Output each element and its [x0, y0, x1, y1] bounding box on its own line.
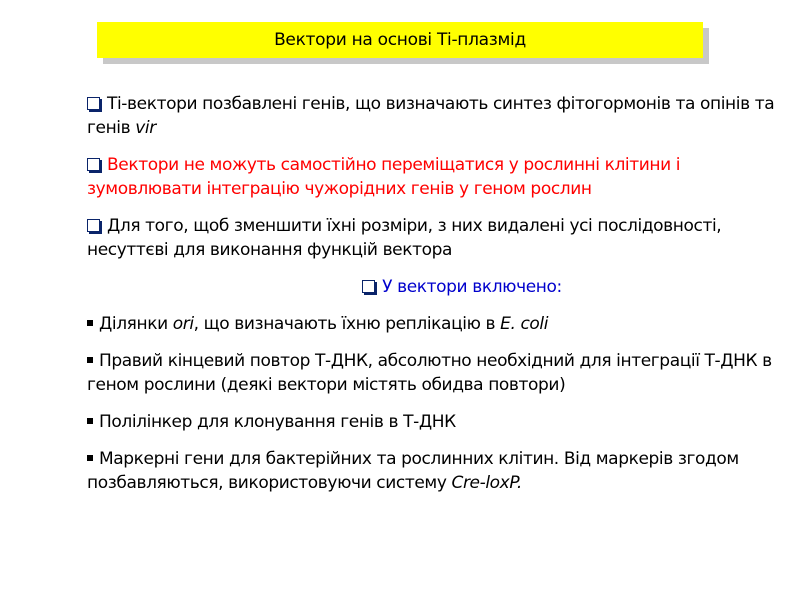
list-item: Ті-вектори позбавлені генів, що визначають синтез фітогормонів та опінів та генів vir — [87, 94, 775, 138]
list-subheading: У вектори включено: — [147, 275, 777, 299]
square-bullet-icon — [87, 455, 93, 461]
square-bullet-icon — [87, 418, 93, 424]
bullet-list — [87, 92, 777, 508]
list-item: Вектори не можуть самостійно переміщатися у рослинні клітини і зумовлювати інтеграцію чужорідних генів у геном рослин — [87, 155, 681, 199]
square-bullet-icon — [87, 357, 93, 363]
list-item: Ділянки ori, що визначають їхню реплікацію в E. coli — [87, 312, 777, 336]
list-item: Для того, щоб зменшити їхні розміри, з них видалені усі послідовності, несуттєві для виконання функцій вектора — [87, 216, 722, 260]
page-title: Вектори на основі Ті-плазмід — [274, 30, 526, 50]
title-banner — [97, 22, 703, 58]
checkbox-bullet-icon — [87, 158, 100, 171]
square-bullet-icon — [87, 320, 93, 326]
checkbox-bullet-icon — [87, 97, 100, 110]
checkbox-bullet-icon — [362, 280, 375, 293]
list-item: Маркерні гени для бактерійних та рослинних клітин. Від маркерів згодом позбавляються, використовуючи систему Cre-loxP. — [87, 449, 739, 493]
list-item: Полілінкер для клонування генів в Т-ДНК — [87, 410, 777, 434]
checkbox-bullet-icon — [87, 219, 100, 232]
list-item: Правий кінцевий повтор Т-ДНК, абсолютно необхідний для інтеграції Т-ДНК в геном рослини (деякі вектори містять обидва повтори) — [87, 351, 772, 395]
